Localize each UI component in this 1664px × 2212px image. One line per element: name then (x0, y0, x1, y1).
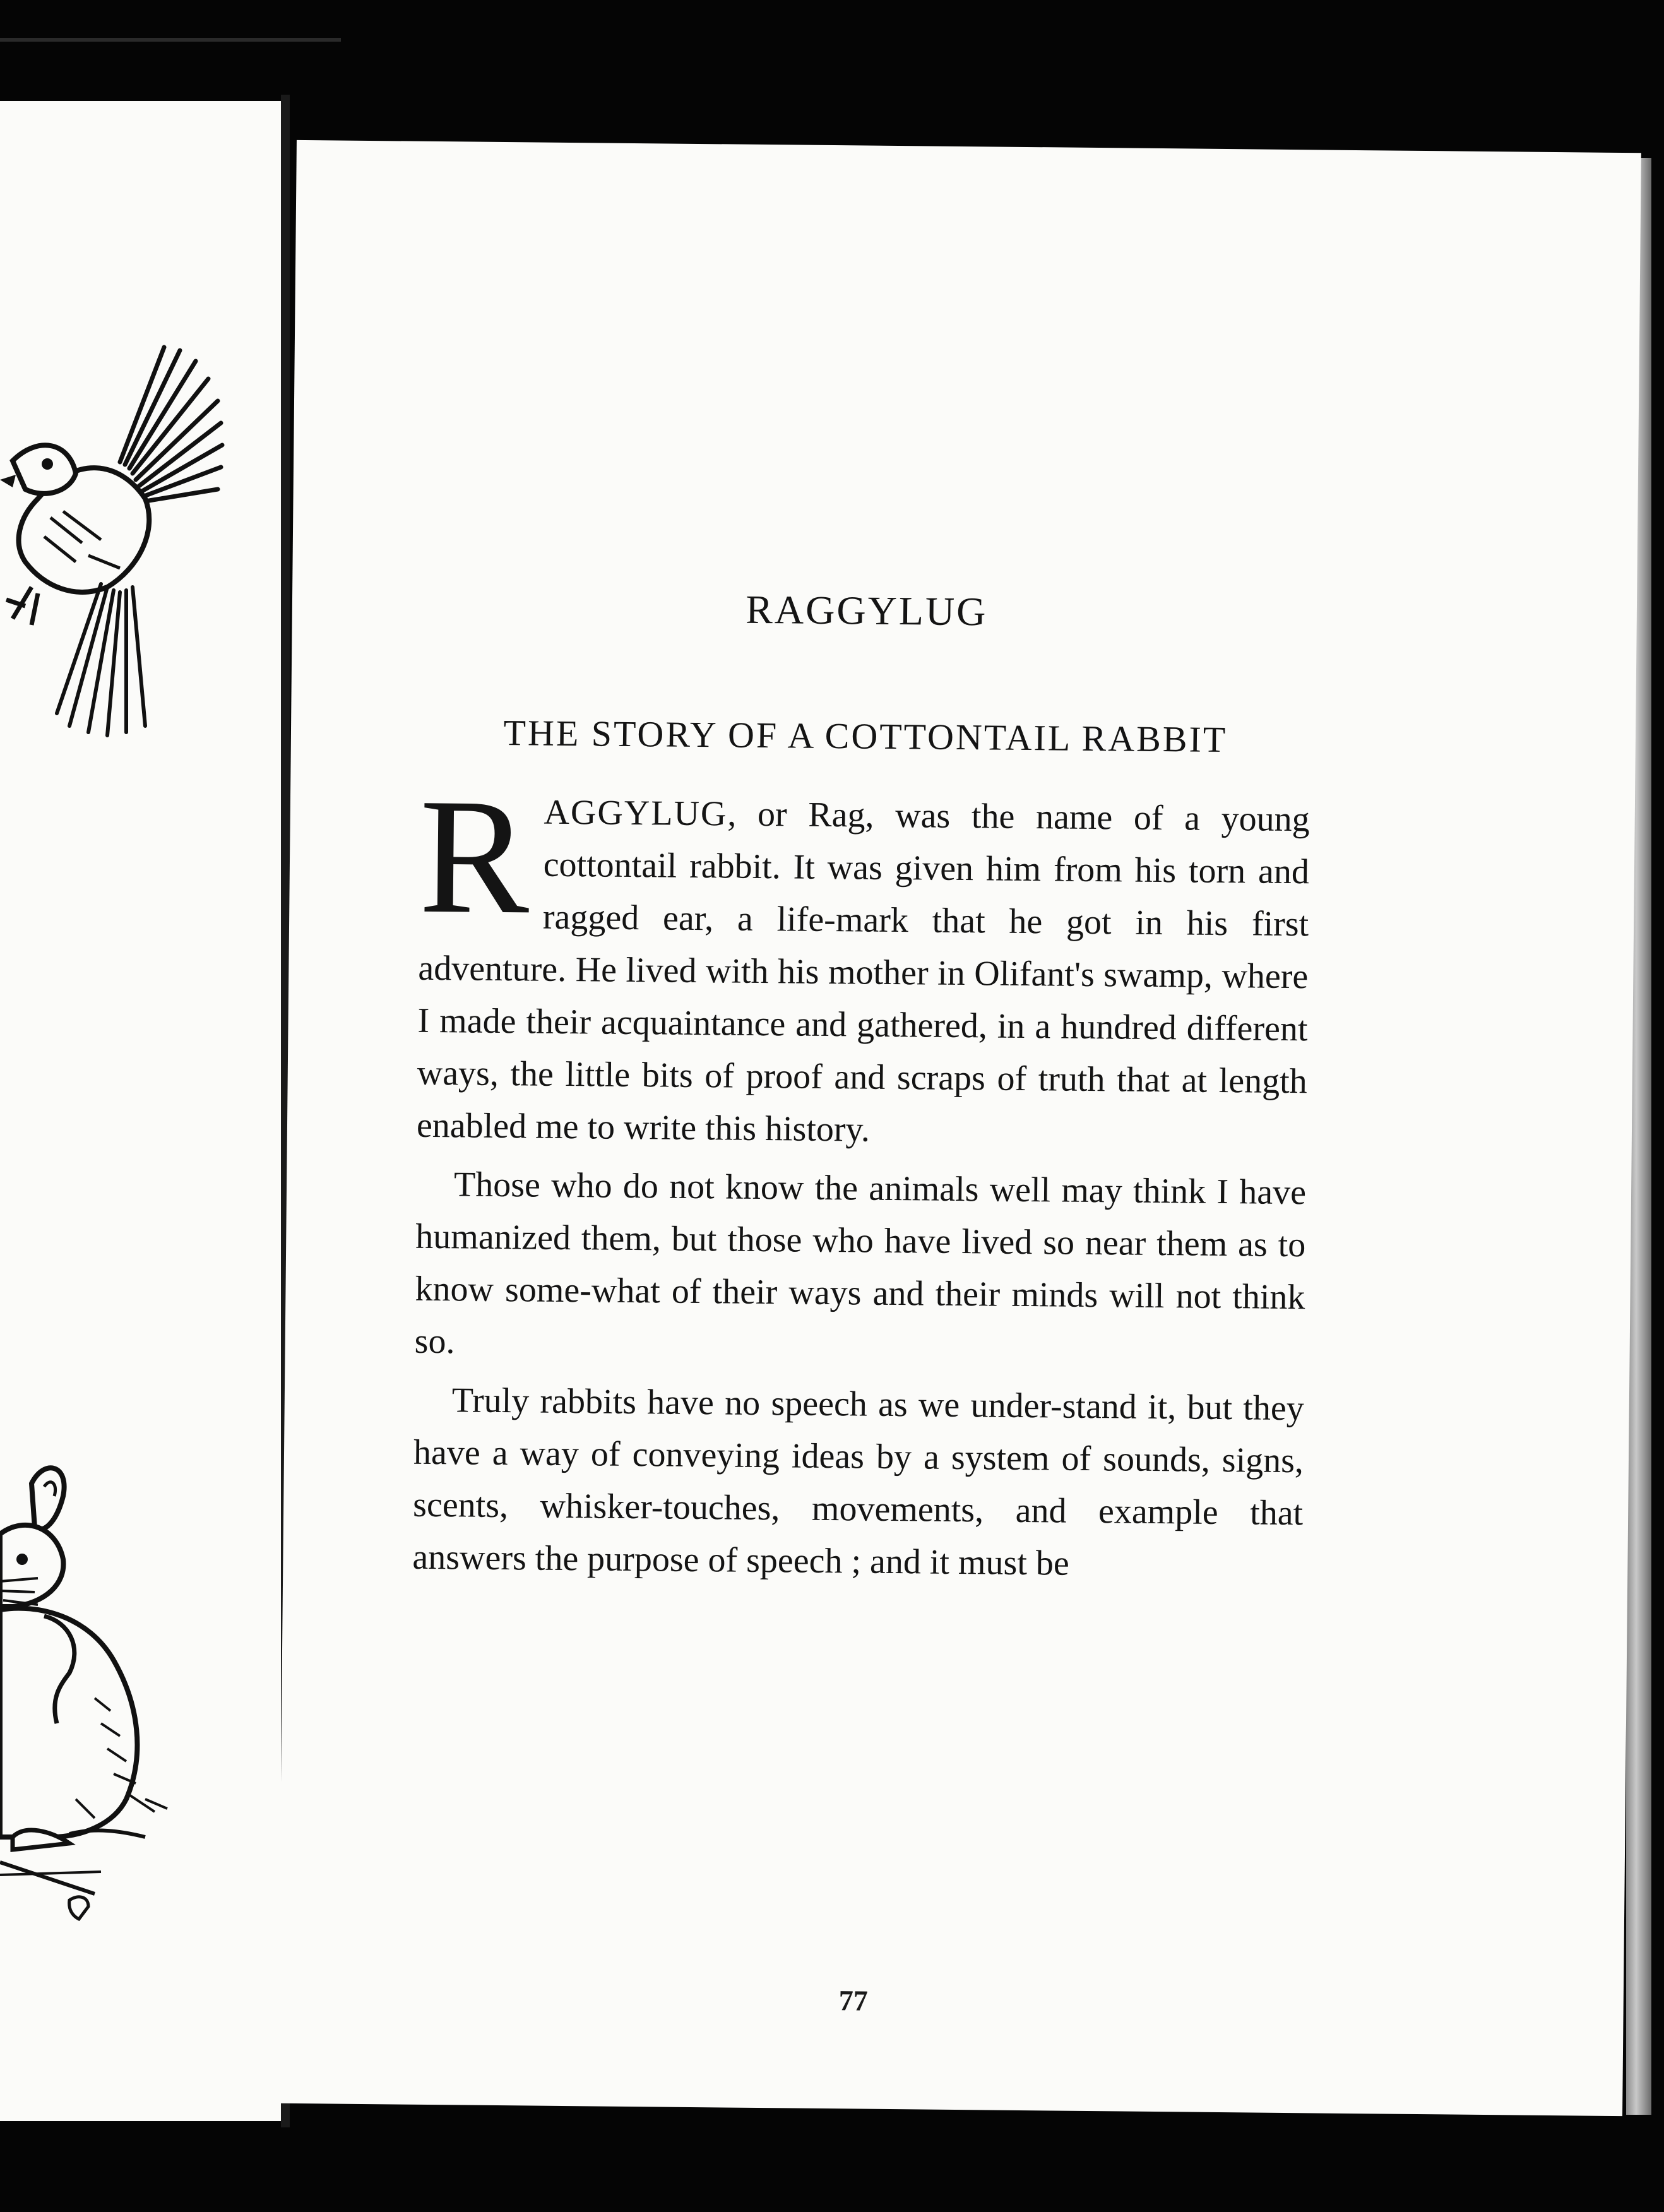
paragraph-2: Those who do not know the animals well may think I have humanized them, but those who have lived so near them as to know some-what of their ways and their minds will not think so. (414, 1165, 1307, 1362)
top-rule (0, 38, 341, 42)
chapter-subtitle: THE STORY OF A COTTONTAIL RABBIT (503, 712, 1228, 761)
text-page (278, 140, 1641, 2116)
chapter-title: RAGGYLUG (745, 586, 988, 634)
paragraph-1 (416, 764, 1310, 1161)
paragraph-1-text: , or Rag, was the name of a young cottontail rabbit. It was given him from his torn and ragged ear, a life-mark that he got in his first adventure. He lived with his mother in Olifant's swamp, where I made their acquaintance and gathered, in a hundred different ways, the little bits of proof and scraps of truth that at length enabled me to write this history. (416, 794, 1310, 1150)
rabbit-illustration (0, 1458, 189, 1951)
page-number: 77 (838, 1984, 868, 2017)
text-block (412, 583, 1312, 1598)
lead-word: AGGYLUG (544, 792, 728, 834)
drop-cap: R (418, 764, 531, 949)
paragraph-3: Truly rabbits have no speech as we under-stand it, but they have a way of conveying ideas by a system of sounds, signs, scents, whisker-touches, movements, and example that answers the purpose of speech ; and it must be (412, 1381, 1305, 1583)
left-facing-page (0, 101, 281, 2121)
bird-in-flight-illustration (0, 290, 240, 745)
